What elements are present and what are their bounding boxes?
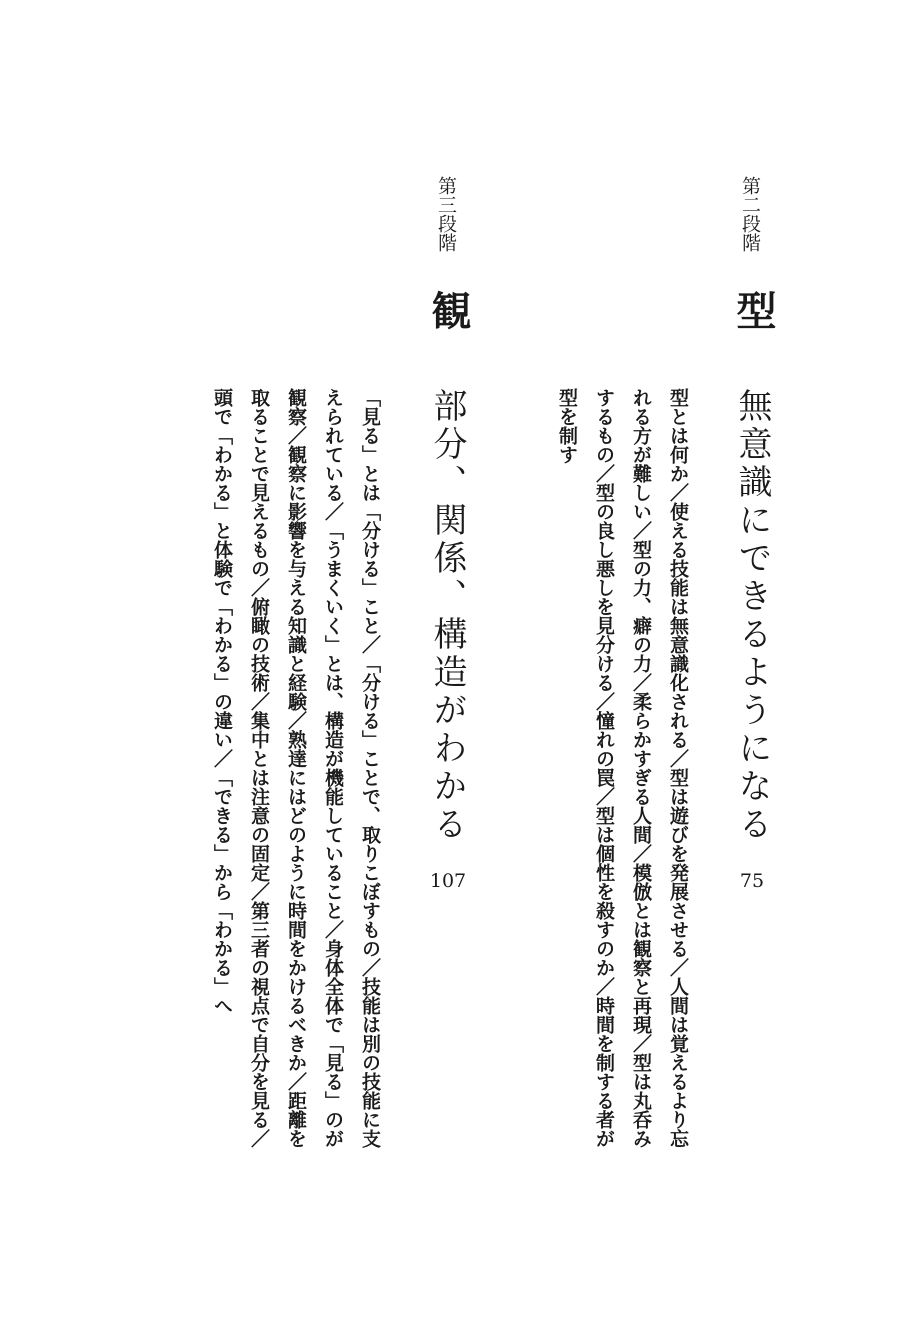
stage-title-2: 型 bbox=[730, 290, 777, 330]
page-number-2: 75 bbox=[739, 870, 765, 892]
toc-list-3: 「見る」とは「分ける」こと／「分ける」ことで、取りこぼすもの／技能は別の技能に支えられている／「うまくいく」とは、構造が機能していること／身体全体で「見る」のが観察／観察に影響を与える知識と経験／熟達にはどのように時間をかけるべきか／距離を取ることで見えるもの／俯瞰の技術／集中とは注意の固定／第三者の視点で自分を見る／頭で「わかる」と体験で「わかる」の違い／「できる」から「わかる」へ bbox=[211, 388, 381, 1148]
stage-title-3: 観 bbox=[425, 290, 472, 330]
stage-label-3: 第三段階 bbox=[435, 176, 457, 252]
chapter-subtitle-3: 部分、関係、構造がわかる bbox=[427, 388, 467, 844]
page-number-3: 107 bbox=[429, 870, 467, 892]
toc-list-2: 型とは何か／使える技能は無意識化される／型は遊びを発展させる／人間は覚えるより忘れる方が難しい／型の力、癖の力／柔らかすぎる人間／模倣とは観察と再現／型は丸呑みするもの／型の良し悪しを見分ける／憧れの罠／型は個性を殺すのか／時間を制する者が型を制す bbox=[556, 388, 689, 1148]
stage-label-2: 第二段階 bbox=[739, 176, 761, 252]
chapter-subtitle-2: 無意識にできるようになる bbox=[732, 388, 772, 844]
